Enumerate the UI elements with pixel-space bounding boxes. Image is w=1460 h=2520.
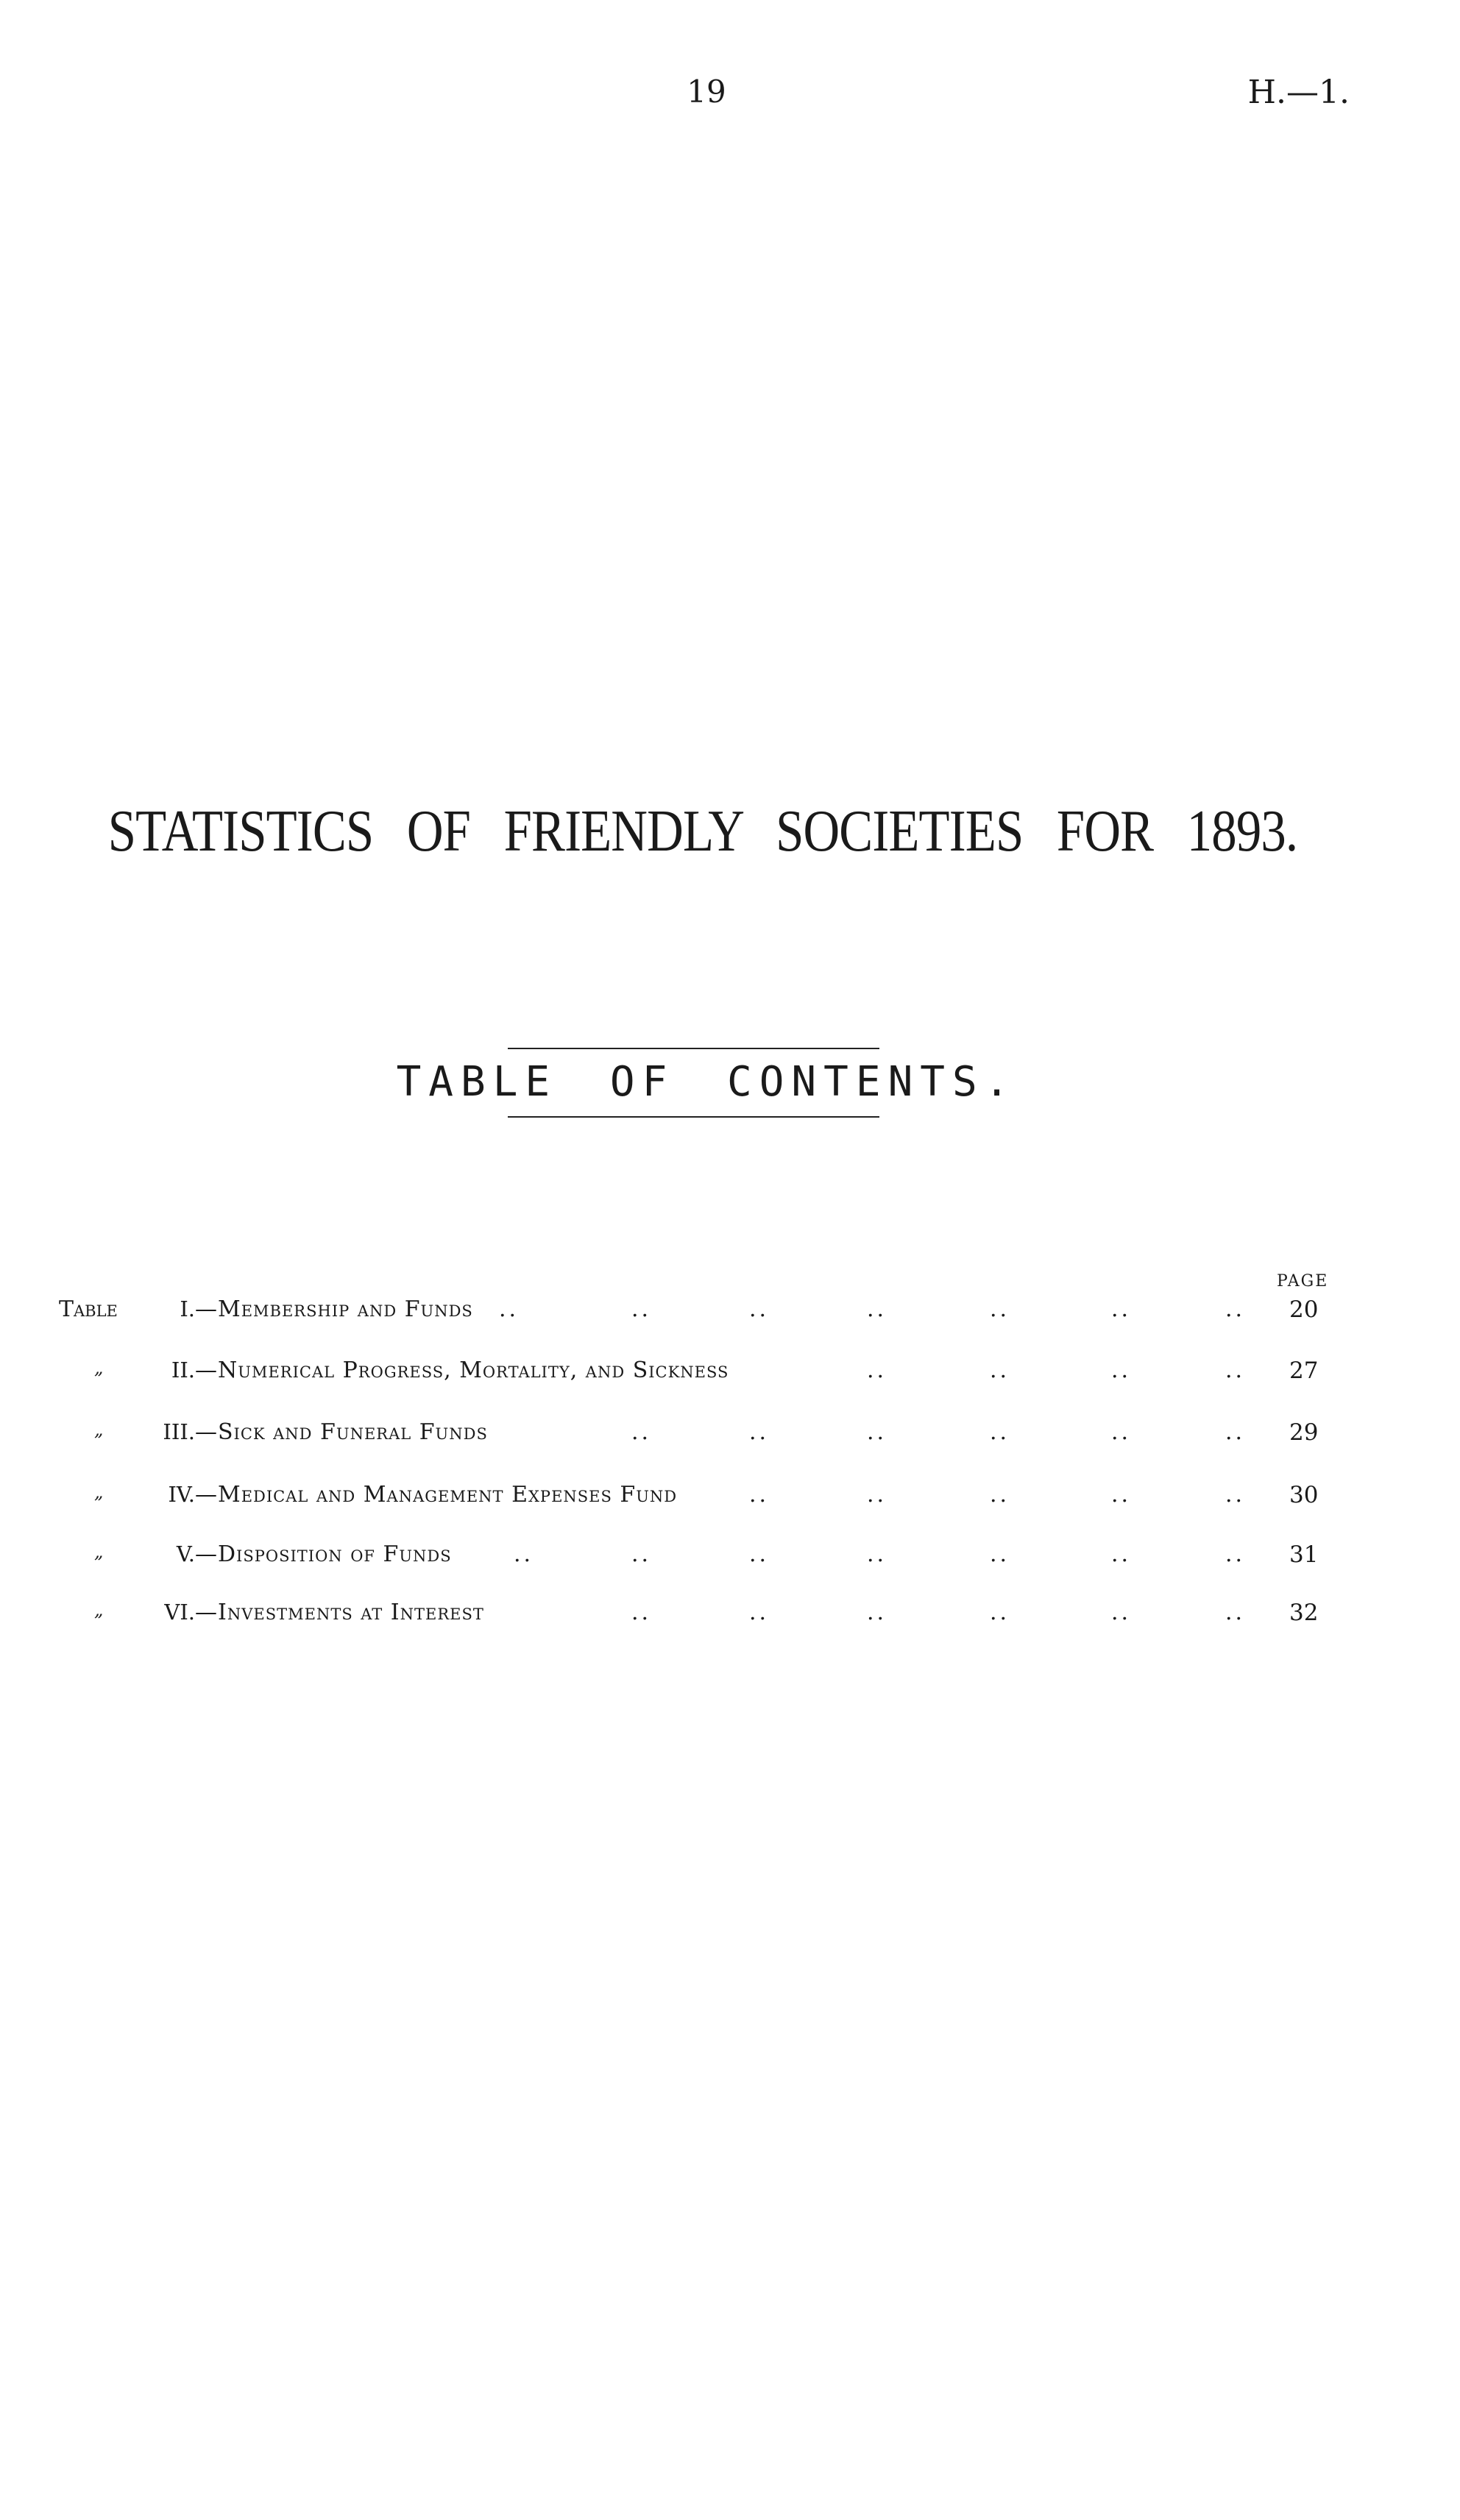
row-leader: .. xyxy=(867,1482,887,1508)
row-leader: .. xyxy=(990,1600,1010,1625)
row-numeral: III. xyxy=(163,1419,195,1444)
row-leader: .. xyxy=(1111,1541,1132,1567)
row-title: —Disposition of Funds xyxy=(195,1541,452,1567)
toc-row-4 xyxy=(0,1482,1460,1519)
row-numeral: IV. xyxy=(168,1482,195,1507)
row-prefix: „ xyxy=(94,1600,104,1620)
row-leader: .. xyxy=(1225,1357,1246,1383)
row-numeral: I. xyxy=(180,1296,195,1321)
row-page-number: 27 xyxy=(1289,1357,1319,1384)
page-column-header: PAGE xyxy=(1277,1272,1329,1291)
row-title: —Investments at Interest xyxy=(195,1600,484,1625)
row-title: —Membership and Funds xyxy=(195,1296,473,1322)
row-title: —Numerical Progress, Mortality, and Sickness xyxy=(195,1357,729,1383)
row-prefix: „ xyxy=(94,1482,104,1502)
heading-rule-bottom xyxy=(508,1116,879,1118)
toc-row-1 xyxy=(0,1296,1460,1333)
row-page-number: 31 xyxy=(1289,1541,1319,1568)
row-page-number: 32 xyxy=(1289,1600,1319,1626)
row-leader: .. xyxy=(631,1296,652,1322)
row-leader: .. xyxy=(514,1541,534,1567)
row-numeral: VI. xyxy=(164,1600,195,1625)
row-leader: .. xyxy=(499,1296,520,1322)
toc-row-6 xyxy=(0,1600,1460,1636)
row-leader: .. xyxy=(990,1296,1010,1322)
row-leader: .. xyxy=(631,1419,652,1445)
row-leader: .. xyxy=(867,1541,887,1567)
row-page-number: 29 xyxy=(1289,1419,1319,1446)
toc-row-3 xyxy=(0,1419,1460,1456)
row-page-number: 20 xyxy=(1289,1296,1319,1323)
row-leader: .. xyxy=(631,1541,652,1567)
row-leader: .. xyxy=(990,1482,1010,1508)
row-numeral: II. xyxy=(171,1357,195,1383)
row-leader: .. xyxy=(867,1357,887,1383)
row-leader: .. xyxy=(990,1541,1010,1567)
row-leader: .. xyxy=(631,1600,652,1625)
row-leader: .. xyxy=(1225,1419,1246,1445)
row-leader: .. xyxy=(1225,1296,1246,1322)
row-leader: .. xyxy=(990,1419,1010,1445)
toc-row-2 xyxy=(0,1357,1460,1394)
row-leader: .. xyxy=(1225,1482,1246,1508)
row-prefix: „ xyxy=(94,1357,104,1378)
row-title-text: Investments at Interest xyxy=(218,1600,484,1625)
row-title-text: Sick and Funeral Funds xyxy=(218,1419,488,1445)
row-prefix: „ xyxy=(94,1419,104,1440)
row-leader: .. xyxy=(749,1419,770,1445)
row-leader: .. xyxy=(749,1482,770,1508)
page-number: 19 xyxy=(687,74,726,110)
row-title-text: Disposition of Funds xyxy=(218,1541,452,1567)
row-title-text: Numerical Progress, Mortality, and Sickness xyxy=(218,1357,729,1383)
row-leader: .. xyxy=(1225,1600,1246,1625)
row-leader: .. xyxy=(749,1541,770,1567)
row-leader: .. xyxy=(867,1419,887,1445)
row-leader: .. xyxy=(749,1296,770,1322)
row-leader: .. xyxy=(867,1296,887,1322)
row-leader: .. xyxy=(1111,1482,1132,1508)
row-leader: .. xyxy=(1111,1357,1132,1383)
document-title: STATISTICS OF FRIENDLY SOCIETIES FOR 1893. xyxy=(107,799,1298,864)
row-leader: .. xyxy=(1111,1419,1132,1445)
row-title: —Sick and Funeral Funds xyxy=(195,1419,488,1445)
toc-heading: TABLE OF CONTENTS. xyxy=(396,1058,1017,1106)
row-leader: .. xyxy=(1111,1296,1132,1322)
heading-rule-top xyxy=(508,1048,879,1049)
row-numeral: V. xyxy=(176,1541,195,1566)
row-leader: .. xyxy=(1225,1541,1246,1567)
document-reference: H.—1. xyxy=(1247,74,1350,111)
row-prefix: Table xyxy=(59,1296,118,1322)
row-title-text: Membership and Funds xyxy=(218,1296,473,1322)
row-leader: .. xyxy=(1111,1600,1132,1625)
row-leader: .. xyxy=(867,1600,887,1625)
row-title-text: Medical and Management Expenses Fund xyxy=(218,1482,678,1508)
row-title: —Medical and Management Expenses Fund xyxy=(195,1482,678,1508)
row-page-number: 30 xyxy=(1289,1482,1319,1508)
row-prefix: „ xyxy=(94,1541,104,1562)
row-leader: .. xyxy=(990,1357,1010,1383)
toc-row-5 xyxy=(0,1541,1460,1578)
row-leader: .. xyxy=(749,1600,770,1625)
